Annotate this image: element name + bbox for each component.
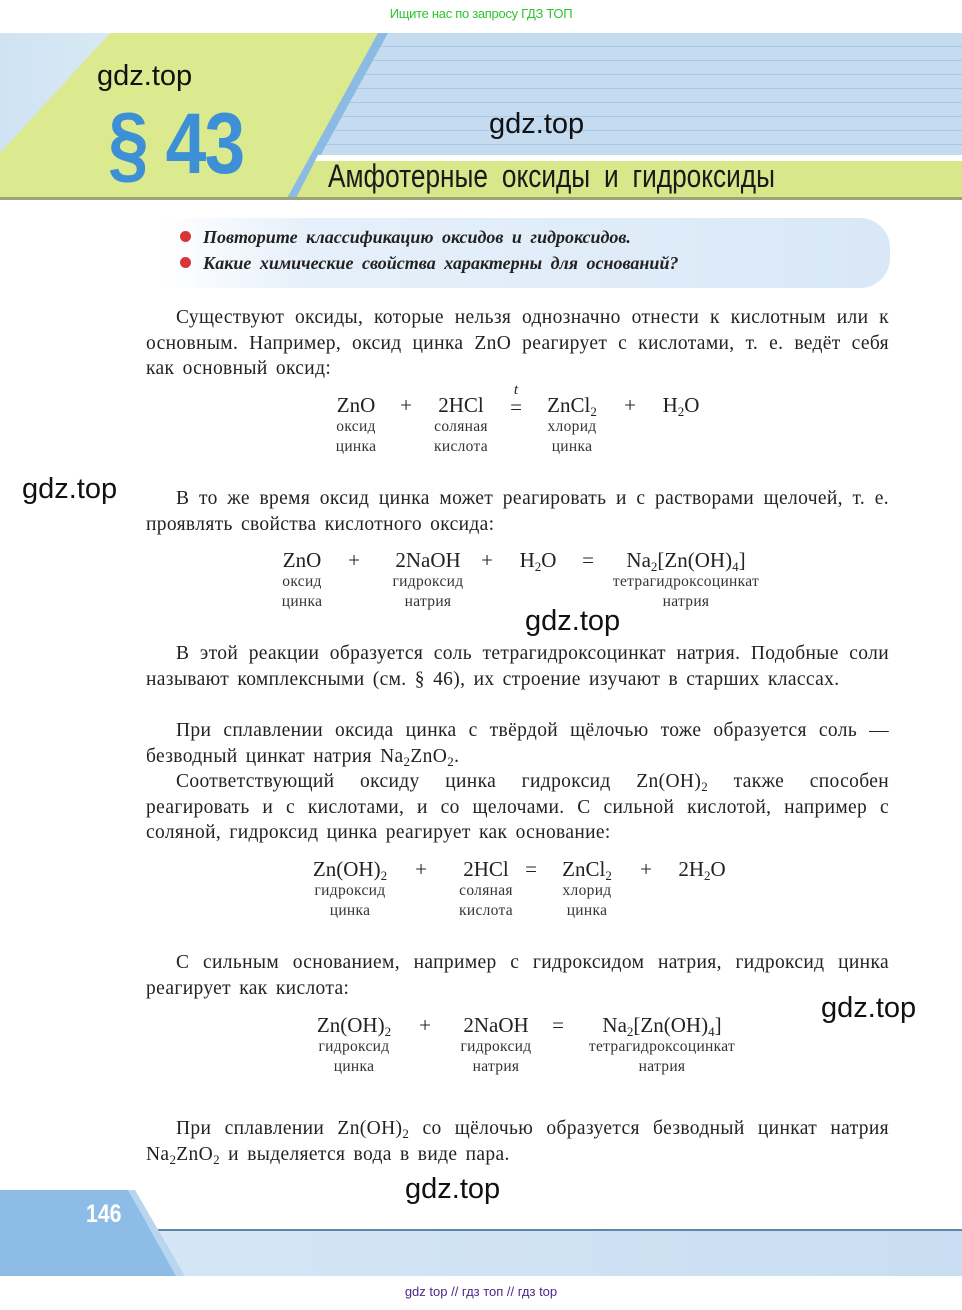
equation-term: [393, 548, 464, 611]
text: соляная: [459, 882, 513, 899]
watermark: gdz.top: [22, 473, 118, 505]
text: хлорид: [562, 882, 612, 899]
bullet-icon: [180, 257, 191, 268]
equation-term: [589, 1013, 735, 1076]
watermark: gdz.top: [405, 1173, 501, 1205]
equation-term: [317, 1013, 391, 1076]
text: натрия: [638, 1057, 686, 1075]
operator: +: [415, 857, 427, 881]
equation-term: [520, 548, 557, 572]
text: тетрагидроксоцинкат: [612, 573, 760, 590]
subscript: 2: [650, 559, 658, 574]
operator: +: [419, 1013, 431, 1037]
paragraph: С сильным основанием, например с гидроксидом натрия, гидроксид цинка реагирует как кислота:: [146, 952, 889, 999]
text: гидроксид: [318, 1038, 390, 1055]
text: соляная: [434, 418, 488, 435]
heating-equals-sign: [510, 382, 522, 419]
bullet-icon: [180, 231, 191, 242]
text: кислота: [459, 901, 513, 919]
equation-term: [459, 857, 513, 920]
subscript: 2: [626, 1024, 634, 1039]
formula: ZnCl$_2$: [562, 857, 612, 883]
paragraph: В этой реакции образуется соль тетрагидроксоцинкат натрия. Подобные соли называют комплексными (см. § 46), их строение изучают в старших классах.: [146, 643, 889, 690]
text: цинка: [335, 437, 377, 455]
formula: 2NaOH: [463, 1013, 529, 1037]
text: натрия: [662, 592, 710, 610]
question-text: Какие химические свойства характерны для оснований?: [203, 253, 679, 273]
heating-condition: t: [513, 382, 519, 398]
formula: ZnO: [336, 393, 376, 417]
subscript: 4: [732, 559, 739, 574]
operator: +: [348, 548, 360, 572]
equation-term: [562, 857, 612, 920]
operator: +: [400, 393, 412, 417]
equation-term: [547, 393, 597, 456]
paragraph: Соответствующий оксиду цинка гидроксид $Zn(OH)_2$ также способен реагировать и с кислотами, и со щелочами. С сильной кислотой, например с соляной, гидроксид цинка реагирует как основание:: [146, 771, 890, 844]
subscript: 2: [169, 1151, 177, 1167]
page-number: 146: [86, 1200, 122, 1228]
subscript: 2: [380, 868, 388, 883]
equation-term: [678, 857, 725, 881]
equation-term: [461, 1013, 532, 1076]
formula: $Zn(OH)_2$: [316, 1013, 392, 1039]
paragraph: В то же время оксид цинка может реагировать и с растворами щелочей, т. е. проявлять свойства кислотного оксида:: [146, 488, 889, 535]
equation-term: [336, 393, 377, 456]
paragraph: При сплавлении $Zn(OH)_2$ со щёлочью образуется безводный цинкат натрия $Na_2ZnO_2$ и выделяется вода в виде пара.: [146, 1118, 889, 1167]
text: гидроксид: [314, 882, 386, 899]
formula: $2H_2O$: [678, 857, 726, 883]
banner-bottom-line: [0, 197, 962, 200]
operator: +: [624, 393, 636, 417]
formula: 2HCl: [463, 857, 509, 881]
paragraph: Существуют оксиды, которые нельзя однозначно отнести к кислотным или к основным. Например, оксид цинка ZnO реагирует с кислотами, т. е. ведёт себя как основный оксид:: [146, 307, 889, 380]
watermark: gdz.top: [525, 605, 621, 637]
text: цинка: [333, 1057, 375, 1075]
text: гидроксид: [460, 1038, 532, 1055]
formula: $H_2O$: [662, 393, 700, 419]
text: оксид: [336, 418, 376, 435]
text: цинка: [566, 901, 608, 919]
text: кислота: [434, 437, 488, 455]
watermark: gdz.top: [821, 992, 917, 1024]
equation-term: [613, 548, 759, 611]
subscript: 2: [403, 753, 411, 769]
formula: 2HCl: [438, 393, 484, 417]
text: цинка: [281, 592, 323, 610]
formula: $Zn(OH)_2$: [312, 857, 388, 883]
subscript: 2: [447, 753, 455, 769]
subscript: 2: [213, 1151, 220, 1167]
subscript: 2: [590, 404, 597, 419]
subscript: 2: [704, 868, 711, 883]
formula: $Na_2[Zn(OH)_4]$: [626, 548, 746, 574]
text: =: [510, 395, 522, 419]
subscript: 2: [384, 1024, 392, 1039]
operator: =: [525, 857, 537, 881]
operator: =: [582, 548, 594, 572]
equation-term: [434, 393, 488, 456]
top-search-note: Ищите нас по запросу ГДЗ ТОП: [389, 6, 573, 21]
paragraph: При сплавлении оксида цинка с твёрдой щёлочью тоже образуется соль — безводный цинкат натрия $Na_2ZnO_2$.: [146, 720, 889, 769]
review-question: [180, 253, 678, 274]
text: оксид: [282, 573, 322, 590]
text: тетрагидроксоцинкат: [588, 1038, 736, 1055]
subscript: 4: [708, 1024, 715, 1039]
text: цинка: [551, 437, 593, 455]
paragraph-number: § 43: [108, 96, 244, 192]
operator: +: [640, 857, 652, 881]
formula: 2NaOH: [395, 548, 461, 572]
operator: +: [481, 548, 493, 572]
subscript: 2: [402, 1126, 410, 1141]
text: цинка: [329, 901, 371, 919]
equation-term: [313, 857, 387, 920]
watermark: gdz.top: [489, 108, 585, 140]
operator: =: [552, 1013, 564, 1037]
text: натрия: [404, 592, 452, 610]
formula: $H_2O$: [519, 548, 557, 574]
equation-term: [282, 548, 323, 611]
formula: ZnCl$_2$: [547, 393, 597, 419]
formula: ZnO: [282, 548, 322, 572]
formula: $Na_2[Zn(OH)_4]$: [602, 1013, 722, 1039]
subscript: 2: [677, 404, 685, 419]
question-text: Повторите классификацию оксидов и гидроксидов.: [203, 227, 631, 247]
page-title: Амфотерные оксиды и гидроксиды: [328, 158, 775, 194]
subscript: 2: [605, 868, 612, 883]
text: гидроксид: [392, 573, 464, 590]
bottom-note: gdz top // гдз топ // гдз top: [404, 1284, 558, 1299]
equation-term: [663, 393, 700, 417]
subscript: 2: [534, 559, 542, 574]
text: хлорид: [547, 418, 597, 435]
review-question: [180, 227, 631, 248]
text: натрия: [472, 1057, 520, 1075]
watermark: gdz.top: [97, 60, 193, 92]
subscript: 2: [701, 779, 709, 794]
